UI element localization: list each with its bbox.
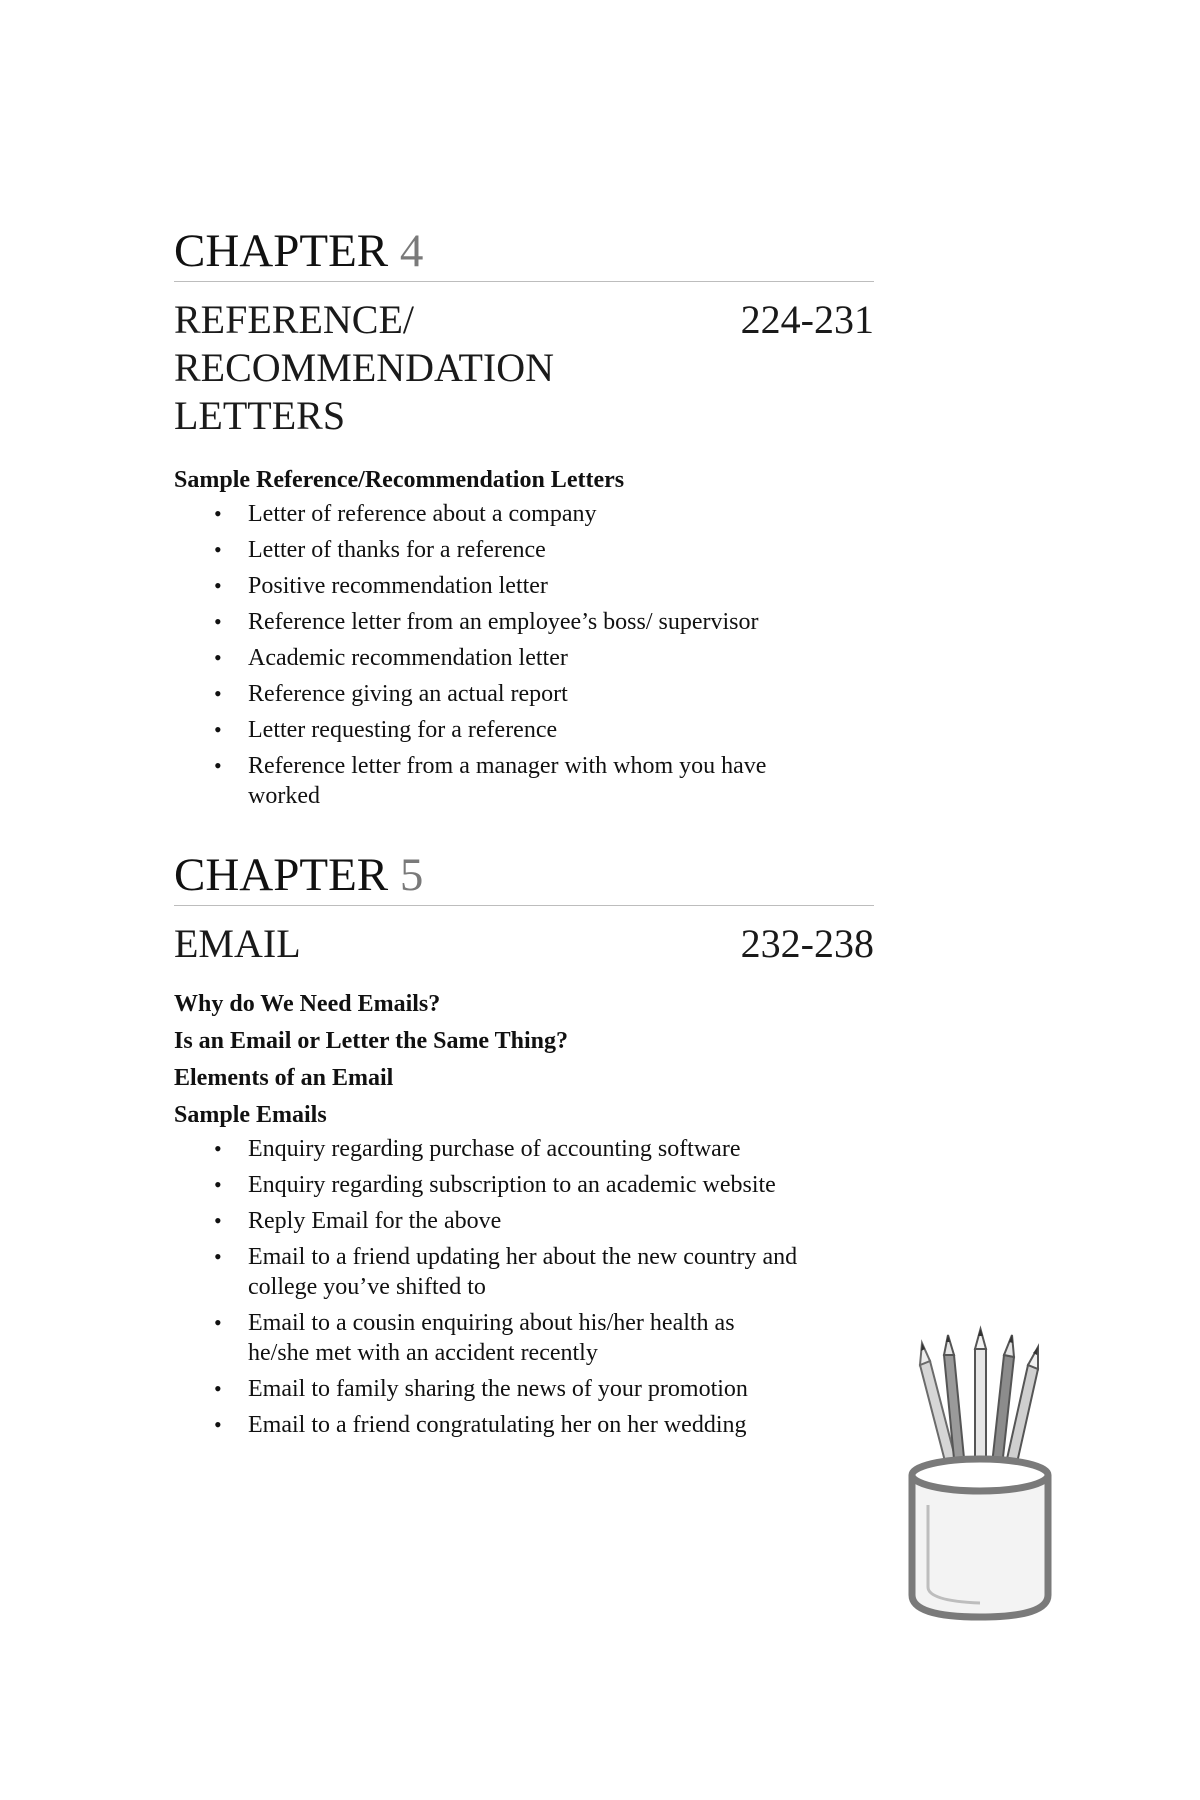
bullet-icon: • [214, 1412, 222, 1437]
bullet-icon: • [214, 1244, 222, 1269]
chapter-5-heading [174, 849, 874, 906]
list-item: • Enquiry regarding purchase of accounting software [214, 1136, 741, 1162]
bullet-icon: • [214, 1208, 222, 1233]
chapter-number: 5 [399, 849, 424, 901]
list-item: • Academic recommendation letter [214, 645, 568, 671]
bullet-icon: • [214, 753, 222, 778]
bullet-icon: • [214, 609, 222, 634]
bullet-icon: • [214, 1376, 222, 1401]
title-line: REFERENCE/ [174, 297, 415, 342]
bullet-icon: • [214, 1310, 222, 1335]
list-item: • Reference letter from a manager with whom you have worked [214, 753, 767, 809]
bullet-icon: • [214, 717, 222, 742]
chapter-5-section [174, 849, 874, 1446]
bullet-icon: • [214, 645, 222, 670]
chapter-5-contents [174, 986, 874, 1440]
cup-group [912, 1459, 1048, 1617]
pencil-cup-icon [900, 1325, 1060, 1625]
list-item: • Email to a cousin enquiring about his/her health as he/she met with an accident recently [214, 1310, 735, 1366]
list-item: • Positive recommendation letter [214, 573, 548, 599]
section-heading: Elements of an Email [174, 1065, 394, 1091]
bullet-icon: • [214, 573, 222, 598]
chapter-5-page-range: 232-238 [740, 921, 874, 966]
chapter-5-title-row [174, 920, 874, 968]
bullet-list [174, 499, 874, 811]
chapter-4-page-range: 224-231 [740, 297, 874, 342]
list-item: • Email to a friend congratulating her on her wedding [214, 1412, 747, 1438]
chapter-4-title-row [174, 296, 874, 440]
list-item: • Letter requesting for a reference [214, 717, 558, 743]
section-heading: Sample Emails [174, 1102, 327, 1128]
title-line: RECOMMENDATION [174, 345, 554, 390]
list-item: • Reply Email for the above [214, 1208, 502, 1234]
title-line: LETTERS [174, 393, 346, 438]
bullet-icon: • [214, 681, 222, 706]
bullet-icon: • [214, 1136, 222, 1161]
list-item: • Reference giving an actual report [214, 681, 568, 707]
list-item: • Reference letter from an employee’s boss/ supervisor [214, 609, 759, 635]
bullet-list [174, 1134, 874, 1440]
chapter-5-title: EMAIL [174, 921, 301, 966]
bullet-icon: • [214, 537, 222, 562]
list-item: • Letter of thanks for a reference [214, 537, 546, 563]
chapter-label: CHAPTER [174, 225, 389, 277]
chapter-4-title [174, 296, 694, 440]
list-item: • Letter of reference about a company [214, 501, 597, 527]
chapter-label: CHAPTER [174, 849, 389, 901]
section-heading: Is an Email or Letter the Same Thing? [174, 1028, 569, 1054]
chapter-4-heading [174, 225, 874, 282]
chapter-number: 4 [399, 225, 424, 277]
bullet-icon: • [214, 1172, 222, 1197]
list-item: • Enquiry regarding subscription to an academic website [214, 1172, 776, 1198]
section-heading: Sample Reference/Recommendation Letters [174, 467, 625, 493]
list-item: • Email to a friend updating her about the new country and college you’ve shifted to [214, 1244, 798, 1300]
chapter-4-contents [174, 462, 874, 811]
list-item: • Email to family sharing the news of your promotion [214, 1376, 748, 1402]
section-heading: Why do We Need Emails? [174, 991, 441, 1017]
chapter-4-section [174, 225, 874, 817]
bullet-icon: • [214, 501, 222, 526]
